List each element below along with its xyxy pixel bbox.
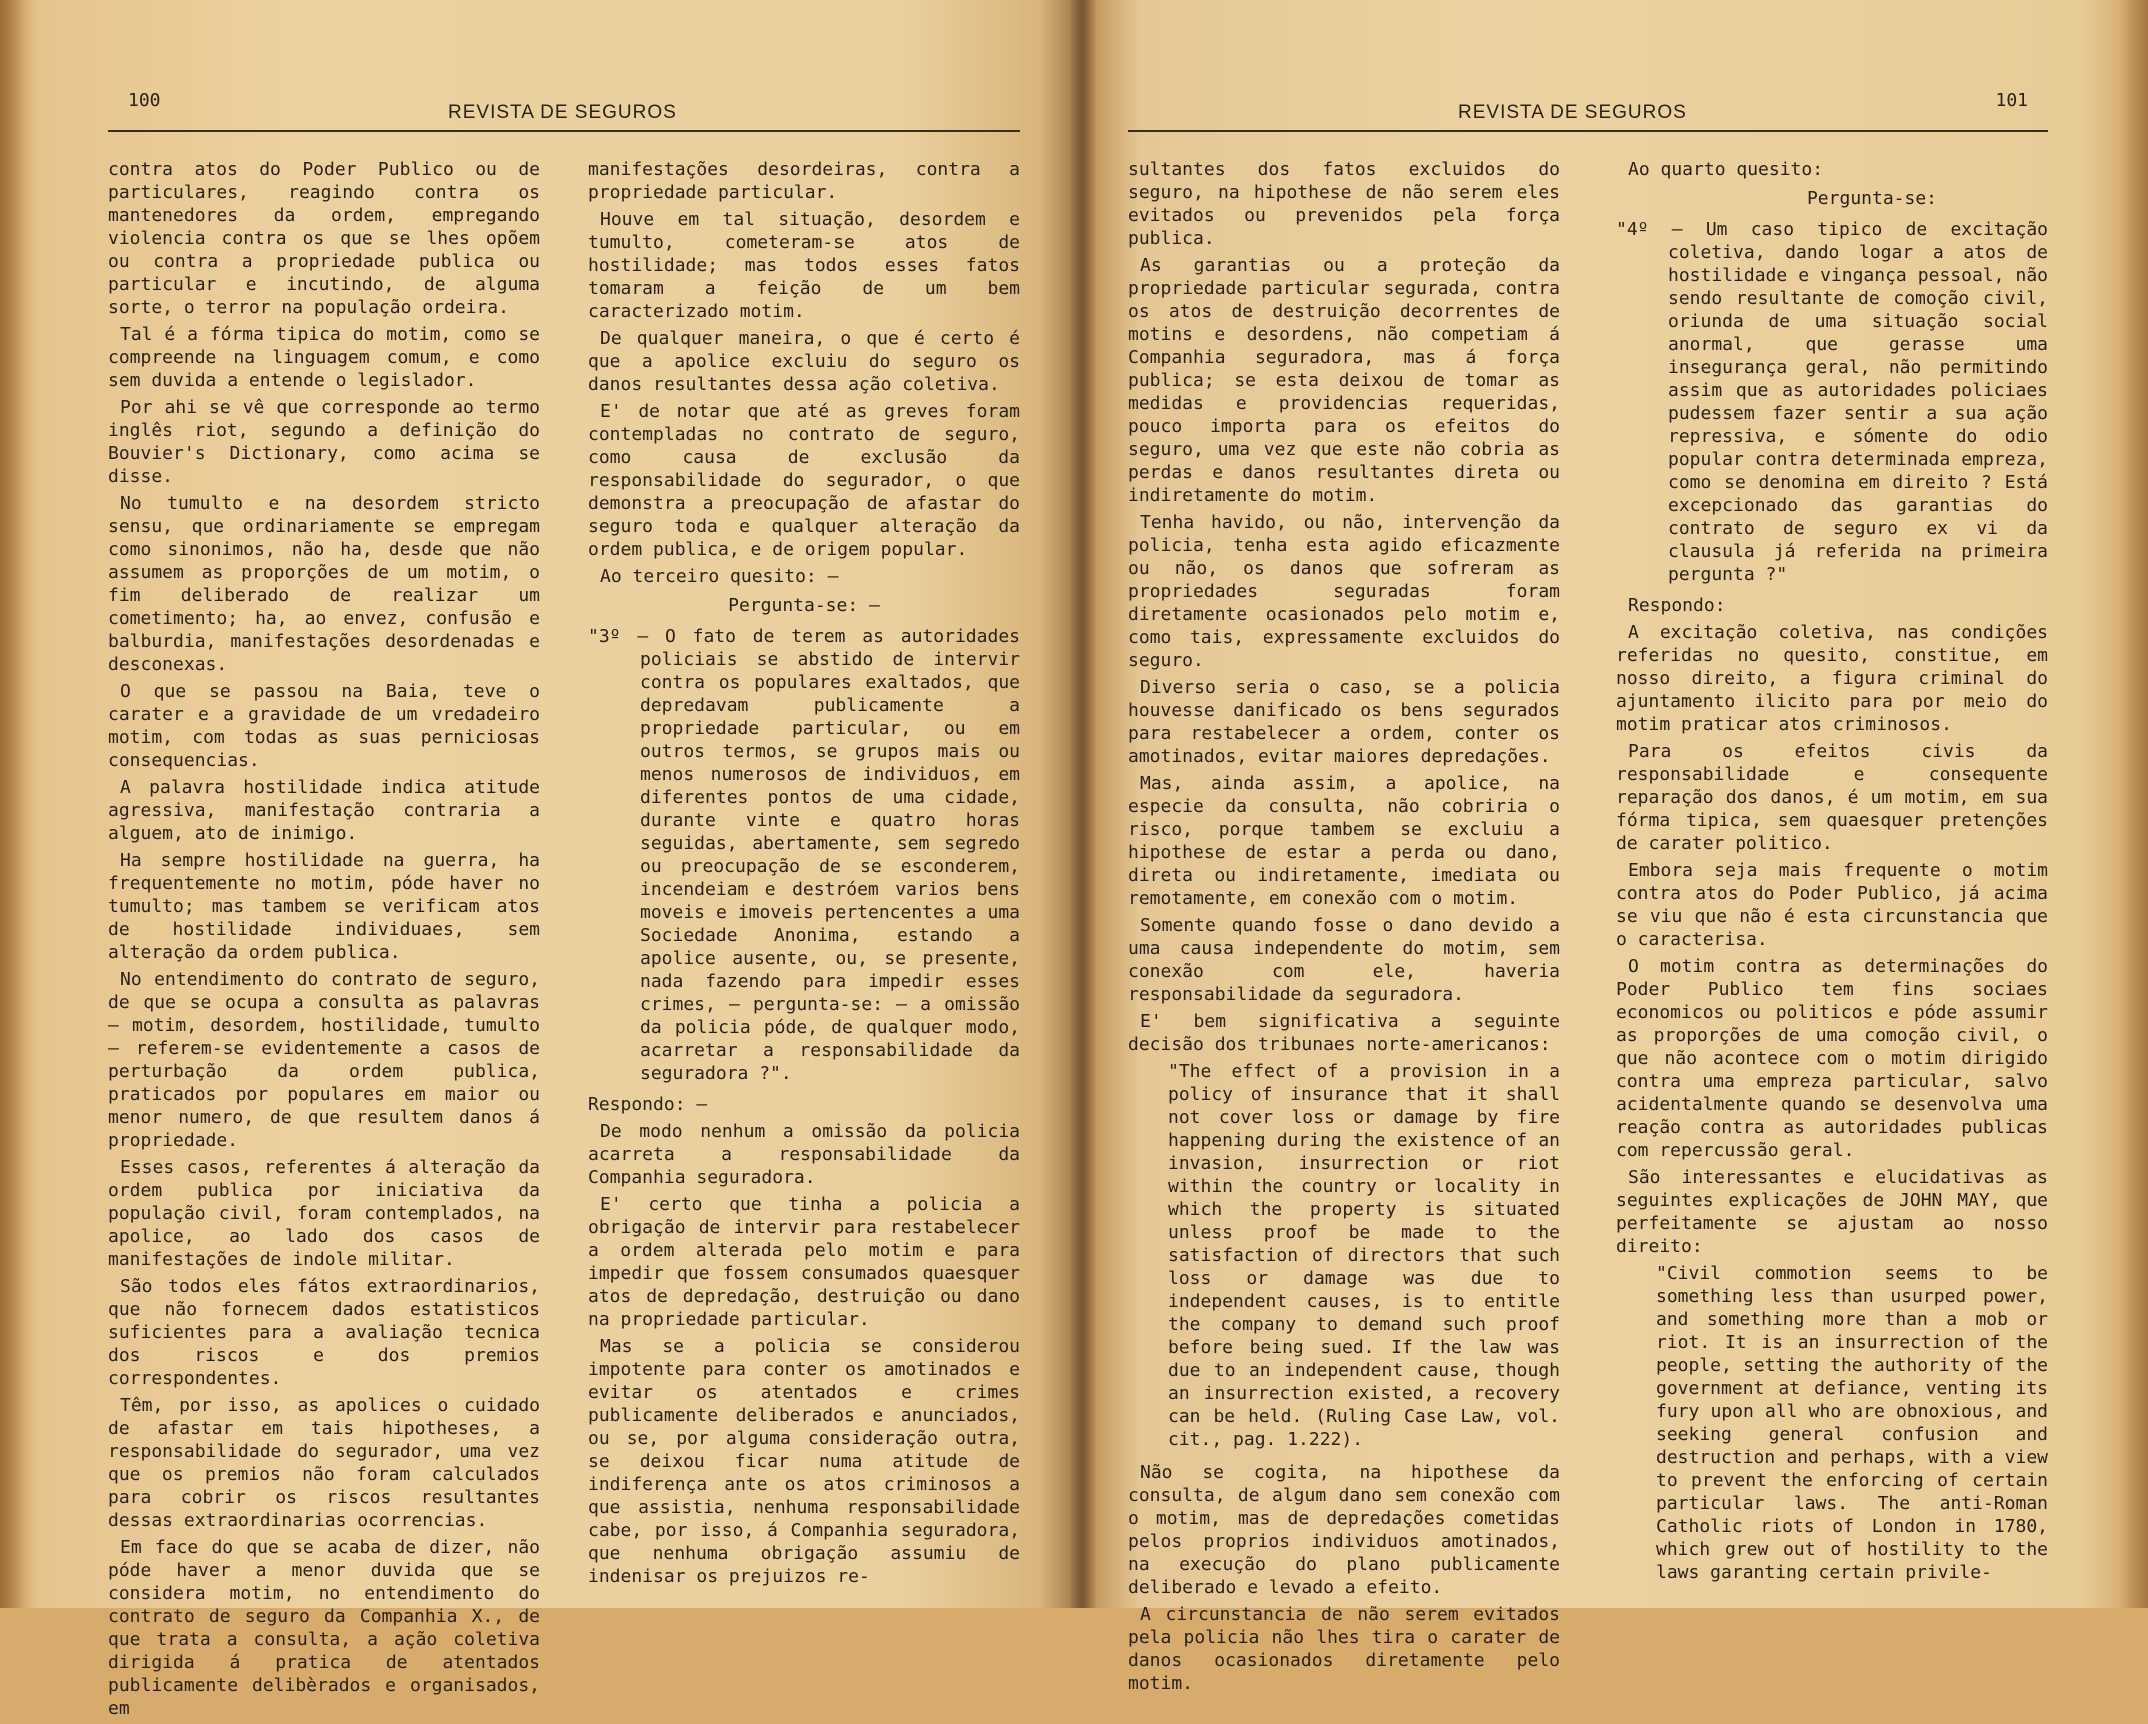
paragraph: São interessantes e elucidativas as seguintes explicações de JOHN MAY, que perfeitamente se ajustam ao nosso direito:: [1616, 1167, 2048, 1257]
answer-label: Respondo:: [1628, 595, 1726, 616]
paragraph: Em face do que se acaba de dizer, não póde haver a menor duvida que se considera motim, no entendimento do contrato de seguro da Companhia X., de que trata a consulta, a ação coletiva dirigida á pratica de atentados publicamente delibèrados e organisados, em: [108, 1537, 540, 1719]
paragraph: De qualquer maneira, o que é certo é que a apolice excluiu do seguro os danos resultantes dessa ação coletiva.: [588, 328, 1020, 395]
right-page: [1128, 86, 2048, 1694]
quoted-question: "3º — O fato de terem as autoridades policiais se abstido de intervir contra os populares exaltados, que depredavam publicamente a propriedade particular, ou em outros termos, se grupos mais ou menos numerosos de individuos, em diferentes pontos de uma cidade, durante vinte e quatro horas seguidas, abertamente, sem segredo ou preocupação de se esconderem, incendeiam e destróem varios bens moveis e imoveis pertencentes a uma Sociedade Anonima, estando a apolice ausente, ou, se presente, nada fazendo para impedir esses crimes, — pergunta-se: — a omissão da policia póde, de qualquer modo, acarretar a responsabilidade da seguradora ?".: [588, 626, 1020, 1084]
book-gutter: [1070, 0, 1096, 1608]
paragraph: Houve em tal situação, desordem e tumulto, cometeram-se atos de hostilidade; mas todos esses fatos tomaram a feição de um bem caracterizado motim.: [588, 209, 1020, 322]
paragraph: Não se cogita, na hipothese da consulta, de algum dano sem conexão com o motim, mas de depredações cometidas pelos proprios individuos amotinados, na execução do plano publicamente deliberado e levado a efeito.: [1128, 1462, 1560, 1598]
paragraph: E' de notar que até as greves foram contempladas no contrato de seguro, como causa de exclusão da responsabilidade do segurador, o que demonstra a preocupação de afastar do seguro toda e qualquer alteração da ordem publica, e de origem popular.: [588, 401, 1020, 560]
paragraph: A excitação coletiva, nas condições referidas no quesito, constitue, em nosso direito, a figura criminal do ajuntamento ilicito para por meio do motim praticar atos criminosos.: [1616, 622, 2048, 735]
running-title: REVISTA DE SEGUROS: [1458, 102, 1687, 123]
answer-label: Respondo: —: [588, 1094, 708, 1115]
paragraph: sultantes dos fatos excluidos do seguro, na hipothese de não serem eles evitados ou prevenidos pela força publica.: [1128, 159, 1560, 249]
paragraph: contra atos do Poder Publico ou de particulares, reagindo contra os mantenedores da ordem, empregando violencia contra os que se lhes opõem ou contra a propriedade publica ou particular e incutindo, de alguma sorte, o terror na população ordeira.: [108, 159, 540, 318]
left-page-edge: [0, 0, 26, 1608]
left-page-column-1: [108, 158, 540, 1724]
question-heading: Pergunta-se:: [1806, 188, 1938, 209]
left-page-column-2: [588, 158, 1020, 1724]
paragraph: São todos eles fátos extraordinarios, que não fornecem dados estatisticos suficientes para a avaliação tecnica dos riscos e dos premios correspondentes.: [108, 1276, 540, 1389]
paragraph: E' bem significativa a seguinte decisão dos tribunaes norte-americanos:: [1128, 1011, 1560, 1055]
paragraph: No tumulto e na desordem stricto sensu, que ordinariamente se empregam como sinonimos, não ha, desde que não assumem as proporções de um motim, o fim deliberado de realizar um cometimento; ha, ao envez, confusão e balburdia, manifestações desordenadas e desconexas.: [108, 493, 540, 675]
paragraph: Têm, por isso, as apolices o cuidado de afastar em tais hipotheses, a responsabilidade do segurador, uma vez que os premios não foram calculados para cobrir os riscos resultantes dessas extraordinarias ocorrencias.: [108, 1395, 540, 1531]
quoted-decision: "The effect of a provision in a policy of insurance that it shall not cover loss or damage by fire happening during the existence of an invasion, insurrection or riot within the country or locality in which the property is situated unless proof be made to the satisfaction of directors that such loss or damage was due to independent causes, is to entitle the company to demand such proof before being sued. If the law was due to an independent cause, though an insurrection existed, a recovery can be held. (Ruling Case Law, vol. cit., pag. 1.222).: [1168, 1061, 1560, 1450]
paragraph: Por ahi se vê que corresponde ao termo inglês riot, segundo a definição do Bouvier's Dictionary, como acima se disse.: [108, 397, 540, 487]
page-number: 101: [1995, 90, 2028, 111]
paragraph: Mas se a policia se considerou impotente para conter os amotinados e evitar os atentados e crimes publicamente deliberados e anunciados, ou se, por alguma consideração outra, se deixou ficar numa atitude de indiferença ante os atos criminosos a que assistia, nenhuma responsabilidade cabe, por isso, á Companhia seguradora, que nenhuma obrigação assumiu de indenisar os prejuizos re-: [588, 1336, 1020, 1587]
paragraph: As garantias ou a proteção da propriedade particular segurada, contra os atos de destruição decorrentes de motins e desordens, não competiam á Companhia seguradora, mas á força publica; se esta deixou de tomar as medidas e providencias requeridas, pouco importa para os efeitos do seguro, uma vez que este não cobria as perdas e danos resultantes direta ou indiretamente do motim.: [1128, 255, 1560, 506]
paragraph: E' certo que tinha a policia a obrigação de intervir para restabelecer a ordem alterada pelo motim e para impedir que fossem consumados quaesquer atos de depredação, destruição ou dano na propriedade particular.: [588, 1194, 1020, 1330]
left-page: [108, 86, 1020, 1719]
paragraph: Tal é a fórma tipica do motim, como se compreende na linguagem comum, e como sem duvida a entende o legislador.: [108, 324, 540, 391]
section-label: Ao quarto quesito:: [1628, 159, 1824, 180]
paragraph: manifestações desordeiras, contra a propriedade particular.: [588, 159, 1020, 203]
paragraph: Mas, ainda assim, a apolice, na especie da consulta, não cobriria o risco, porque tambem se excluiu a hipothese de estar a perda ou dano, direta ou indiretamente, imediata ou remotamente, em conexão com o motim.: [1128, 773, 1560, 909]
paragraph: Embora seja mais frequente o motim contra atos do Poder Publico, já acima se viu que não é esta circunstancia que o caracterisa.: [1616, 860, 2048, 950]
paragraph: Diverso seria o caso, se a policia houvesse danificado os bens segurados para restabelecer a ordem, conter os amotinados, evitar maiores depredações.: [1128, 677, 1560, 767]
paragraph: Para os efeitos civis da responsabilidade e consequente reparação dos danos, é um motim, em sua fórma tipica, sem quaesquer pretenções de carater politico.: [1616, 741, 2048, 854]
right-page-header: [1128, 86, 2048, 132]
paragraph: Ha sempre hostilidade na guerra, ha frequentemente no motim, póde haver no tumulto; mas tambem se verificam atos de hostilidade individuaes, sem alteração da ordem publica.: [108, 850, 540, 963]
paragraph: No entendimento do contrato de seguro, de que se ocupa a consulta as palavras — motim, desordem, hostilidade, tumulto — referem-se evidentemente a casos de perturbação da ordem publica, praticados por populares em maior ou menor numero, de que resultem danos á propriedade.: [108, 969, 540, 1151]
running-title: REVISTA DE SEGUROS: [448, 102, 677, 123]
right-page-column-1: [1128, 158, 1560, 1699]
section-label: Ao terceiro quesito: —: [600, 566, 839, 587]
paragraph: A palavra hostilidade indica atitude agressiva, manifestação contraria a alguem, ato de inimigo.: [108, 777, 540, 844]
right-page-column-2: [1616, 158, 2048, 1699]
left-page-header: [108, 86, 1020, 132]
question-heading: Pergunta-se: —: [728, 595, 880, 616]
paragraph: O motim contra as determinações do Poder Publico tem fins sociaes economicos ou politicos e póde assumir as proporções de uma comoção civil, o que não acontece com o motim dirigido contra uma empreza particular, salvo acidentalmente quando se desenvolva uma reação contra as autoridades publicas com repercussão geral.: [1616, 956, 2048, 1161]
quoted-question: "4º — Um caso tipico de excitação coletiva, dando logar a atos de hostilidade e vingança pessoal, não sendo resultante de comoção civil, oriunda de uma situação social anormal, que gerasse uma insegurança geral, não permitindo assim que as autoridades policiaes pudessem fazer sentir a sua ação repressiva, e sómente do odio popular contra determinada empreza, como se denomina em direito ? Está excepcionado das garantias do contrato de seguro ex vi da clausula já referida na primeira pergunta ?": [1616, 219, 2048, 585]
right-page-edge: [2118, 0, 2148, 1608]
paragraph: Tenha havido, ou não, intervenção da policia, tenha esta agido eficazmente ou não, os danos que sofreram as propriedades seguradas foram diretamente ocasionados pelo motim e, como tais, expressamente excluidos do seguro.: [1128, 512, 1560, 671]
paragraph: A circunstancia de não serem evitados pela policia não lhes tira o carater de danos ocasionados diretamente pelo motim.: [1128, 1604, 1560, 1694]
paragraph: Esses casos, referentes á alteração da ordem publica por iniciativa da população civil, foram contemplados, na apolice, ao lado dos casos de manifestações de indole militar.: [108, 1157, 540, 1270]
page-number: 100: [128, 90, 161, 111]
paragraph: Somente quando fosse o dano devido a uma causa independente do motim, sem conexão com ele, haveria responsabilidade da seguradora.: [1128, 915, 1560, 1005]
paragraph: O que se passou na Baia, teve o carater e a gravidade de um vredadeiro motim, com todas as suas perniciosas consequencias.: [108, 681, 540, 771]
quoted-explanation: "Civil commotion seems to be something less than usurped power, and something more than a mob or riot. It is an insurrection of the people, setting the authority of the government at defiance, venting its fury upon all who are obnoxious, and seeking general confusion and destruction and perhaps, with a view to prevent the enforcing of certain particular laws. The anti-Roman Catholic riots of London in 1780, which grew out of hostility to the laws garanting certain privile-: [1656, 1263, 2048, 1583]
paragraph: De modo nenhum a omissão da policia acarreta a responsabilidade da Companhia seguradora.: [588, 1121, 1020, 1188]
